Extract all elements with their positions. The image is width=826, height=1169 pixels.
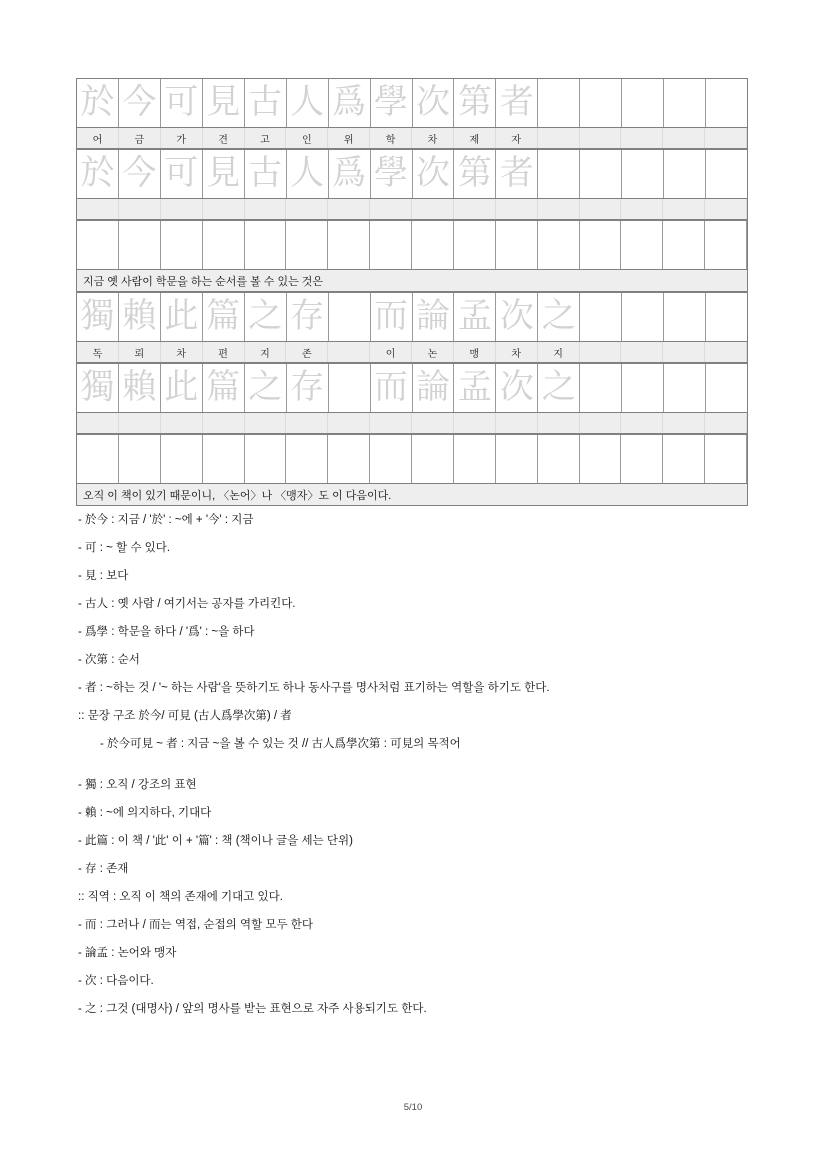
reading-cell: 고 <box>245 128 287 148</box>
writing-cell[interactable] <box>454 435 496 483</box>
grid-row-hanja <box>76 78 748 128</box>
hanja-cell: 論 <box>413 293 455 341</box>
reading-cell <box>705 128 747 148</box>
blank-reading-cell[interactable] <box>621 199 663 219</box>
hanja-trace-cell: 古 <box>245 150 287 198</box>
hanja-trace-cell <box>329 364 371 412</box>
blank-reading-cell[interactable] <box>77 199 119 219</box>
blank-reading-cell[interactable] <box>245 199 287 219</box>
blank-reading-cell[interactable] <box>496 413 538 433</box>
hanja-trace-cell: 此 <box>161 364 203 412</box>
reading-cell: 어 <box>77 128 119 148</box>
blank-reading-cell[interactable] <box>370 413 412 433</box>
hanja-cell: 之 <box>245 293 287 341</box>
blank-reading-cell[interactable] <box>663 199 705 219</box>
reading-cell: 학 <box>370 128 412 148</box>
hanja-trace-cell <box>622 364 664 412</box>
grid-row-blank-gray <box>76 199 748 220</box>
hanja-cell: 者 <box>496 79 538 127</box>
grid-row-translation <box>76 484 748 506</box>
hanja-cell <box>580 79 622 127</box>
hanja-trace-cell <box>664 364 706 412</box>
note-line: - 次 : 다음이다. <box>78 974 154 987</box>
hanja-trace-cell <box>706 364 747 412</box>
writing-cell[interactable] <box>496 435 538 483</box>
hanja-cell <box>706 79 747 127</box>
translation-text: 지금 옛 사람이 학문을 하는 순서를 볼 수 있는 것은 <box>83 275 324 288</box>
reading-cell: 지 <box>538 342 580 362</box>
hanja-cell: 次 <box>413 79 455 127</box>
hanja-trace-cell: 獨 <box>77 364 119 412</box>
reading-cell: 금 <box>119 128 161 148</box>
hanja-trace-cell <box>538 150 580 198</box>
hanja-trace-cell: 之 <box>538 364 580 412</box>
writing-cell[interactable] <box>245 435 287 483</box>
hanja-trace-cell: 而 <box>371 364 413 412</box>
blank-reading-cell[interactable] <box>328 413 370 433</box>
note-line: - 獨 : 오직 / 강조의 표현 <box>78 778 197 791</box>
page-footer <box>0 1097 826 1115</box>
reading-cell: 가 <box>161 128 203 148</box>
writing-cell[interactable] <box>454 221 496 269</box>
blank-reading-cell[interactable] <box>203 199 245 219</box>
blank-reading-cell[interactable] <box>286 413 328 433</box>
reading-cell: 인 <box>286 128 328 148</box>
writing-cell[interactable] <box>412 221 454 269</box>
blank-reading-cell[interactable] <box>580 199 622 219</box>
reading-cell <box>328 342 370 362</box>
hanja-trace-cell: 次 <box>496 364 538 412</box>
hanja-cell: 存 <box>287 293 329 341</box>
reading-cell <box>663 128 705 148</box>
writing-cell[interactable] <box>203 221 245 269</box>
page-number: 5/10 <box>403 1102 423 1113</box>
blank-reading-cell[interactable] <box>705 413 747 433</box>
hanja-trace-cell: 於 <box>77 150 119 198</box>
translation-text: 오직 이 책이 있기 때문이니, 〈논어〉나 〈맹자〉도 이 다음이다. <box>83 489 392 502</box>
blank-reading-cell[interactable] <box>538 199 580 219</box>
hanja-trace-cell: 爲 <box>329 150 371 198</box>
hanja-cell <box>706 293 747 341</box>
reading-cell: 맹 <box>454 342 496 362</box>
hanja-trace-cell: 之 <box>245 364 287 412</box>
writing-cell[interactable] <box>119 221 161 269</box>
reading-cell <box>580 342 622 362</box>
hanja-cell <box>622 293 664 341</box>
reading-cell <box>663 342 705 362</box>
hanja-cell <box>622 79 664 127</box>
hanja-trace-cell <box>580 364 622 412</box>
writing-cell[interactable] <box>663 221 705 269</box>
writing-cell[interactable] <box>580 435 622 483</box>
writing-cell[interactable] <box>286 221 328 269</box>
note-line: - 者 : ~하는 것 / '~ 하는 사람'을 뜻하기도 하나 동사구를 명사처럼 표기하는 역할을 하기도 한다. <box>78 682 550 694</box>
writing-cell[interactable] <box>161 435 203 483</box>
hanja-trace-cell: 孟 <box>454 364 496 412</box>
reading-cell <box>621 342 663 362</box>
hanja-cell: 孟 <box>454 293 496 341</box>
hanja-cell: 篇 <box>203 293 245 341</box>
reading-cell: 제 <box>454 128 496 148</box>
reading-cell: 편 <box>203 342 245 362</box>
hanja-trace-cell: 今 <box>119 150 161 198</box>
writing-cell[interactable] <box>370 221 412 269</box>
blank-reading-cell[interactable] <box>663 413 705 433</box>
blank-reading-cell[interactable] <box>161 199 203 219</box>
grid-row-hanja-trace <box>76 149 748 199</box>
hanja-cell: 爲 <box>329 79 371 127</box>
writing-cell[interactable] <box>705 221 747 269</box>
hanja-cell <box>538 79 580 127</box>
writing-cell[interactable] <box>412 435 454 483</box>
hanja-cell: 古 <box>245 79 287 127</box>
writing-cell[interactable] <box>621 435 663 483</box>
blank-reading-cell[interactable] <box>119 413 161 433</box>
writing-cell[interactable] <box>538 221 580 269</box>
grid-row-hanja <box>76 292 748 342</box>
hanja-trace-cell: 篇 <box>203 364 245 412</box>
writing-cell[interactable] <box>119 435 161 483</box>
hanja-trace-cell: 見 <box>203 150 245 198</box>
hanja-trace-cell: 次 <box>413 150 455 198</box>
grid-row-blank-white <box>76 434 748 484</box>
grid-row-blank-white <box>76 220 748 270</box>
reading-cell <box>621 128 663 148</box>
hanja-cell: 見 <box>203 79 245 127</box>
writing-cell[interactable] <box>538 435 580 483</box>
blank-reading-cell[interactable] <box>412 199 454 219</box>
note-line: - 於今 : 지금 / '於' : ~에 + '今' : 지금 <box>78 514 254 526</box>
blank-reading-cell[interactable] <box>621 413 663 433</box>
note-line: - 可 : ~ 할 수 있다. <box>78 542 171 554</box>
blank-reading-cell[interactable] <box>412 413 454 433</box>
hanja-cell: 而 <box>371 293 413 341</box>
blank-reading-cell[interactable] <box>496 199 538 219</box>
note-line: - 賴 : ~에 의지하다, 기대다 <box>78 806 212 819</box>
blank-reading-cell[interactable] <box>370 199 412 219</box>
hanja-trace-cell: 第 <box>454 150 496 198</box>
note-line: - 存 : 존재 <box>78 862 129 875</box>
reading-cell: 독 <box>77 342 119 362</box>
blank-reading-cell[interactable] <box>161 413 203 433</box>
hanja-trace-cell <box>706 150 747 198</box>
blank-reading-cell[interactable] <box>119 199 161 219</box>
hanja-cell: 第 <box>454 79 496 127</box>
reading-cell: 뢰 <box>119 342 161 362</box>
writing-cell[interactable] <box>705 435 747 483</box>
hanja-cell: 獨 <box>77 293 119 341</box>
note-line: - 爲學 : 학문을 하다 / '爲' : ~을 하다 <box>78 626 255 638</box>
annotation-notes <box>64 515 774 1032</box>
hanja-trace-cell: 論 <box>413 364 455 412</box>
hanja-trace-cell <box>580 150 622 198</box>
note-line: :: 직역 : 오직 이 책의 존재에 기대고 있다. <box>78 890 283 903</box>
hanja-trace-cell: 賴 <box>119 364 161 412</box>
grid-block <box>76 78 748 292</box>
note-line: - 而 : 그러나 / 而는 역접, 순접의 역할 모두 한다 <box>78 918 313 931</box>
writing-cell[interactable] <box>286 435 328 483</box>
hanja-trace-cell <box>664 150 706 198</box>
note-line: :: 문장 구조 於今/ 可見 (古人爲學次第) / 者 <box>78 710 292 722</box>
writing-cell[interactable] <box>328 435 370 483</box>
hanja-cell: 於 <box>77 79 119 127</box>
hanja-cell: 賴 <box>119 293 161 341</box>
writing-cell[interactable] <box>77 435 119 483</box>
blank-reading-cell[interactable] <box>454 199 496 219</box>
blank-reading-cell[interactable] <box>245 413 287 433</box>
grid-row-readings <box>76 342 748 363</box>
reading-cell <box>705 342 747 362</box>
note-line: - 此篇 : 이 책 / '此' 이 + '篇' : 책 (책이나 글을 세는 단위) <box>78 834 353 847</box>
writing-cell[interactable] <box>328 221 370 269</box>
grid-row-blank-gray <box>76 413 748 434</box>
hanja-trace-cell: 學 <box>371 150 413 198</box>
writing-cell[interactable] <box>161 221 203 269</box>
writing-cell[interactable] <box>245 221 287 269</box>
blank-reading-cell[interactable] <box>286 199 328 219</box>
blank-reading-cell[interactable] <box>705 199 747 219</box>
reading-cell <box>538 128 580 148</box>
note-line: - 論孟 : 논어와 맹자 <box>78 946 177 959</box>
hanja-trace-cell: 存 <box>287 364 329 412</box>
note-line: - 於今可見 ~ 者 : 지금 ~을 볼 수 있는 것 // 古人爲學次第 : 可見의 목적어 <box>100 738 461 750</box>
hanja-trace-cell: 可 <box>161 150 203 198</box>
reading-cell: 자 <box>496 128 538 148</box>
hanja-cell: 此 <box>161 293 203 341</box>
writing-cell[interactable] <box>621 221 663 269</box>
reading-cell: 위 <box>328 128 370 148</box>
reading-cell: 논 <box>412 342 454 362</box>
blank-reading-cell[interactable] <box>580 413 622 433</box>
writing-cell[interactable] <box>77 221 119 269</box>
hanja-cell: 人 <box>287 79 329 127</box>
grid-row-translation <box>76 270 748 292</box>
reading-cell: 차 <box>412 128 454 148</box>
reading-cell: 차 <box>161 342 203 362</box>
hanja-practice-grid <box>76 78 748 506</box>
hanja-cell <box>664 79 706 127</box>
reading-cell: 존 <box>286 342 328 362</box>
note-line: - 之 : 그것 (대명사) / 앞의 명사를 받는 표현으로 자주 사용되기도 한다. <box>78 1002 427 1015</box>
hanja-trace-cell: 人 <box>287 150 329 198</box>
note-line: - 古人 : 옛 사람 / 여기서는 공자를 가리킨다. <box>78 598 296 610</box>
hanja-cell <box>664 293 706 341</box>
hanja-cell: 次 <box>496 293 538 341</box>
hanja-cell: 可 <box>161 79 203 127</box>
hanja-cell: 之 <box>538 293 580 341</box>
reading-cell: 이 <box>370 342 412 362</box>
reading-cell: 차 <box>496 342 538 362</box>
note-line: - 次第 : 순서 <box>78 654 140 666</box>
blank-reading-cell[interactable] <box>203 413 245 433</box>
reading-cell <box>580 128 622 148</box>
writing-cell[interactable] <box>496 221 538 269</box>
blank-reading-cell[interactable] <box>454 413 496 433</box>
hanja-trace-cell: 者 <box>496 150 538 198</box>
hanja-cell: 今 <box>119 79 161 127</box>
reading-cell: 지 <box>245 342 287 362</box>
hanja-cell <box>329 293 371 341</box>
reading-cell: 견 <box>203 128 245 148</box>
hanja-cell <box>580 293 622 341</box>
grid-row-readings <box>76 128 748 149</box>
writing-cell[interactable] <box>203 435 245 483</box>
note-line: - 見 : 보다 <box>78 570 129 582</box>
blank-reading-cell[interactable] <box>538 413 580 433</box>
grid-row-hanja-trace <box>76 363 748 413</box>
blank-reading-cell[interactable] <box>77 413 119 433</box>
writing-cell[interactable] <box>580 221 622 269</box>
hanja-trace-cell <box>622 150 664 198</box>
hanja-cell: 學 <box>371 79 413 127</box>
writing-cell[interactable] <box>370 435 412 483</box>
grid-block <box>76 292 748 506</box>
writing-cell[interactable] <box>663 435 705 483</box>
blank-reading-cell[interactable] <box>328 199 370 219</box>
